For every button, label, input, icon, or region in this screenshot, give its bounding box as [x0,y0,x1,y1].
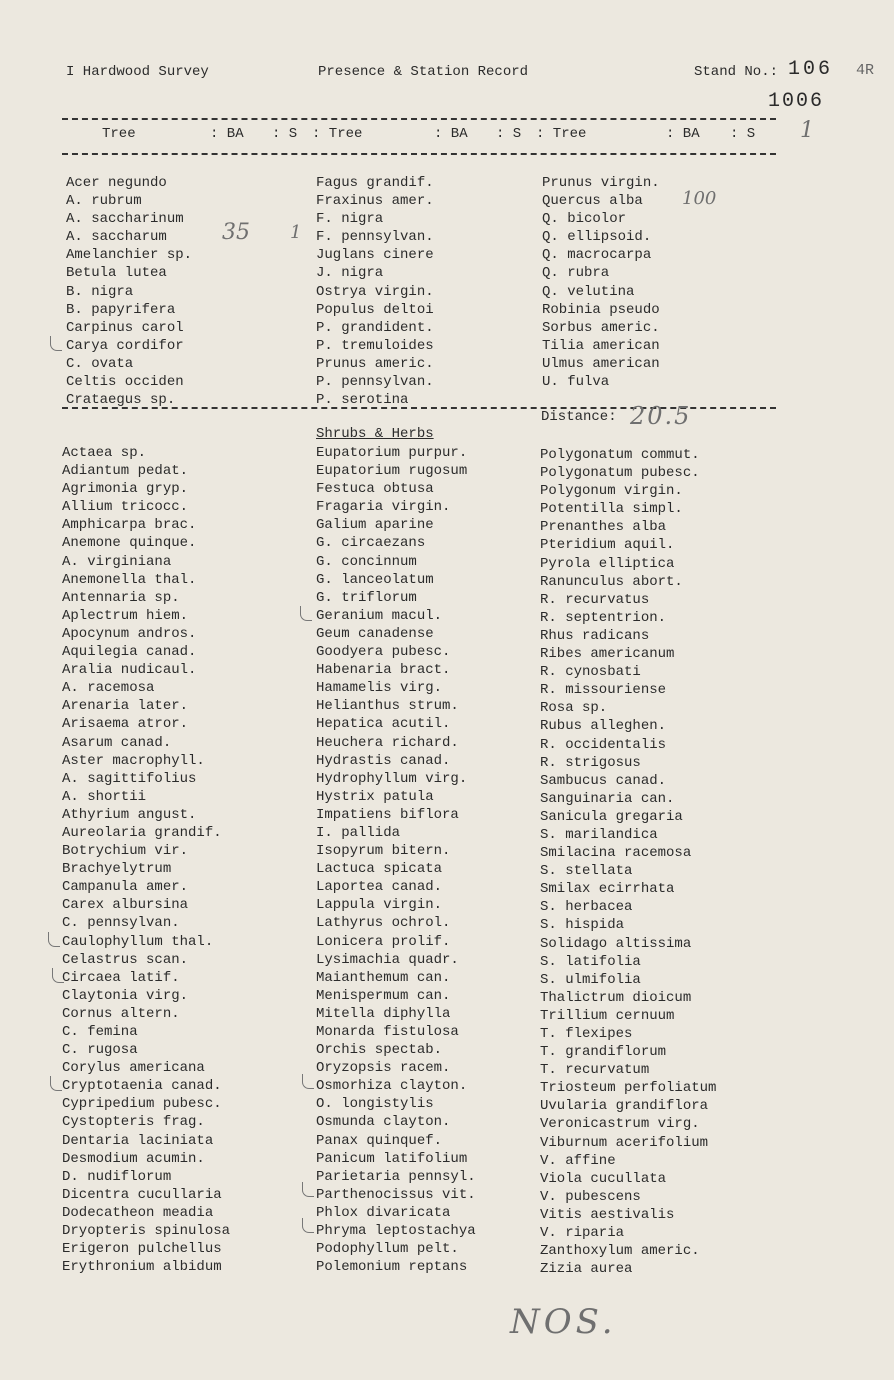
species-entry: G. triflorum [316,589,417,606]
species-entry: Veronicastrum virg. [540,1116,700,1133]
species-entry: Celtis occiden [66,374,184,391]
form-subtitle: Presence & Station Record [318,64,529,80]
species-entry: Erythronium albidum [62,1259,222,1276]
species-entry: Sambucus canad. [540,772,667,789]
species-entry: Smilax ecirrhata [540,881,675,898]
species-entry: Geum canadense [316,625,434,642]
species-entry: Betula lutea [66,265,167,282]
species-entry: Orchis spectab. [316,1042,443,1059]
col-tree-1: Tree [102,126,136,142]
form-title: I Hardwood Survey [66,64,209,80]
species-entry: Q. macrocarpa [542,247,652,264]
col-ba-1: : BA [210,126,244,142]
species-entry: Triosteum perfoliatum [540,1080,717,1097]
species-entry: R. cynosbati [540,664,641,681]
species-entry: G. concinnum [316,553,417,570]
species-entry: A. sagittifolius [62,770,197,787]
species-entry: Dryopteris spinulosa [62,1223,231,1240]
check-mark-geranium [300,606,312,621]
species-entry: Amphicarpa brac. [62,517,197,534]
species-entry: Viburnum acerifolium [540,1134,709,1151]
species-entry: S. marilandica [540,826,658,843]
col-ba-2: : BA [434,126,468,142]
species-entry: Trillium cernuum [540,1007,675,1024]
species-entry: Uvularia grandiflora [540,1098,709,1115]
species-entry: Agrimonia gryp. [62,481,189,498]
species-entry: Arenaria later. [62,698,189,715]
species-entry: Panax quinquef. [316,1132,443,1149]
species-entry: C. rugosa [62,1042,138,1059]
species-entry: Hydrophyllum virg. [316,770,468,787]
shrub-list-1 [62,444,230,1276]
species-entry: U. fulva [542,374,610,391]
species-entry: Viola cucullata [540,1170,667,1187]
species-entry: Potentilla simpl. [540,501,683,518]
species-entry: Q. velutina [542,283,635,300]
species-entry: Laportea canad. [316,879,443,896]
species-entry: Festuca obtusa [316,481,434,498]
species-entry: Osmunda clayton. [316,1114,451,1131]
species-entry: Dentaria laciniata [62,1132,214,1149]
species-entry: Antennaria sp. [62,589,180,606]
species-entry: A. saccharinum [66,211,184,228]
shrub-list-3 [540,446,716,1278]
species-entry: G. circaezans [316,535,426,552]
check-mark-circaea [52,968,64,983]
species-entry: Zanthoxylum americ. [540,1243,700,1260]
species-entry: Ranunculus abort. [540,573,683,590]
species-entry: Dicentra cucullaria [62,1186,222,1203]
species-entry: B. papyrifera [66,301,176,318]
species-entry: Quercus alba [542,193,643,210]
species-entry: Polemonium reptans [316,1259,468,1276]
stand-number: 106 [788,58,834,81]
species-entry: J. nigra [316,265,384,282]
species-entry: Parthenocissus vit. [316,1186,476,1203]
species-entry: Habenaria bract. [316,662,451,679]
species-entry: C. femina [62,1024,138,1040]
species-entry: Aureolaria grandif. [62,824,222,841]
species-entry: Rosa sp. [540,700,608,717]
species-entry: Adiantum pedat. [62,463,189,480]
species-entry: F. pennsylvan. [316,229,434,246]
species-entry: Dodecatheon meadia [62,1204,214,1221]
species-entry: S. stellata [540,863,633,880]
species-entry: Mitella diphylla [316,1005,451,1022]
species-entry: Hystrix patula [316,788,434,805]
species-entry: Isopyrum bitern. [316,843,451,860]
species-entry: Carex albursina [62,897,189,914]
col-tree-2: : Tree [312,126,363,142]
col-s-1: : S [272,126,298,142]
species-entry: O. longistylis [316,1096,434,1113]
species-entry: B. nigra [66,283,134,300]
species-entry: Cypripedium pubesc. [62,1096,222,1113]
species-entry: Crataegus sp. [66,392,176,409]
species-entry: Oryzopsis racem. [316,1060,451,1077]
species-entry: Carya cordifor [66,337,184,354]
check-mark-cryptotaenia [50,1076,62,1091]
species-entry: Q. ellipsoid. [542,229,652,246]
species-entry: P. serotina [316,392,409,409]
col-tree-3: : Tree [536,126,587,142]
species-entry: Pteridium aquil. [540,537,675,554]
species-entry: Podophyllum pelt. [316,1241,459,1258]
species-entry: R. recurvatus [540,591,650,608]
species-entry: Arisaema atror. [62,716,189,733]
species-entry: Amelanchier sp. [66,247,193,264]
species-entry: Polygonatum pubesc. [540,465,700,482]
species-entry: Cystopteris frag. [62,1114,205,1131]
species-entry: C. pennsylvan. [62,915,180,932]
species-entry: Rubus alleghen. [540,718,667,735]
species-entry: Corylus americana [62,1060,205,1077]
tree-list-2 [316,174,434,409]
check-mark-osmorhiza [302,1074,314,1089]
species-entry: Ulmus american [542,355,660,372]
species-entry: Caulophyllum thal. [62,933,214,950]
species-entry: Actaea sp. [62,445,147,461]
species-entry: Campanula amer. [62,879,189,896]
stand-tick-mark: 1 [800,118,814,143]
species-entry: Q. rubra [542,265,610,282]
species-entry: Prunus americ. [316,355,434,372]
species-entry: Parietaria pennsyl. [316,1168,476,1185]
species-entry: I. pallida [316,824,401,841]
species-entry: V. affine [540,1152,616,1169]
species-entry: Polygonatum commut. [540,447,700,463]
species-entry: Lactuca spicata [316,861,443,878]
species-entry: Claytonia virg. [62,987,189,1004]
species-entry: P. pennsylvan. [316,374,434,391]
species-entry: Apocynum andros. [62,625,197,642]
species-entry: Cornus altern. [62,1005,180,1022]
species-entry: Goodyera pubesc. [316,644,451,661]
species-entry: Sanicula gregaria [540,808,683,825]
check-mark-carya [50,336,62,351]
species-entry: Anemone quinque. [62,535,197,552]
species-entry: Aralia nudicaul. [62,662,197,679]
species-entry: Lonicera prolif. [316,933,451,950]
check-mark-phryma [302,1218,314,1233]
species-entry: Brachyelytrum [62,861,172,878]
species-entry: Thalictrum dioicum [540,989,692,1006]
species-entry: Hamamelis virg. [316,680,443,697]
species-entry: Ribes americanum [540,646,675,663]
species-entry: Fagus grandif. [316,175,434,191]
species-entry: Aplectrum hiem. [62,607,189,624]
species-entry: Botrychium vir. [62,843,189,860]
species-entry: S. herbacea [540,899,633,916]
species-entry: R. occidentalis [540,736,667,753]
species-entry: P. tremuloides [316,337,434,354]
species-entry: Smilacina racemosa [540,845,692,862]
species-entry: Asarum canad. [62,734,172,751]
species-entry: Phlox divaricata [316,1204,451,1221]
species-entry: Athyrium angust. [62,806,197,823]
saccharum-s-entry: 1 [290,222,302,243]
species-entry: Sorbus americ. [542,319,660,336]
col-s-2: : S [496,126,522,142]
species-entry: Geranium macul. [316,607,443,624]
species-entry: Osmorhiza clayton. [316,1078,468,1095]
species-entry: Sanguinaria can. [540,790,675,807]
species-entry: Solidago altissima [540,935,692,952]
species-entry: Populus deltoi [316,301,434,318]
quercus-alba-ba-entry: 100 [682,188,717,209]
species-entry: Polygonum virgin. [540,483,683,500]
species-entry: Lathyrus ochrol. [316,915,451,932]
species-entry: T. flexipes [540,1026,633,1042]
species-entry: T. recurvatum [540,1062,650,1079]
col-ba-3: : BA [666,126,700,142]
species-entry: Carpinus carol [66,319,184,336]
species-entry: Circaea latif. [62,969,180,986]
species-entry: Robinia pseudo [542,301,660,318]
bottom-handwritten-note: NOS. [510,1302,617,1342]
species-entry: Eupatorium rugosum [316,463,468,480]
species-entry: F. nigra [316,211,384,228]
species-entry: Vitis aestivalis [540,1206,675,1223]
species-entry: Hepatica acutil. [316,716,451,733]
species-entry: C. ovata [66,355,134,372]
species-entry: Impatiens biflora [316,806,459,823]
species-entry: S. hispida [540,917,625,934]
divider-top [62,118,776,120]
species-entry: V. riparia [540,1225,625,1242]
species-entry: Allium tricocc. [62,499,189,516]
species-entry: Heuchera richard. [316,734,459,751]
species-entry: A. virginiana [62,553,172,570]
species-entry: R. missouriense [540,682,667,699]
distance-label: Distance: [541,409,617,425]
species-entry: Zizia aurea [540,1261,633,1278]
stand-label: Stand No.: [694,64,779,80]
species-entry: Juglans cinere [316,247,434,264]
species-entry: Monarda fistulosa [316,1024,459,1040]
species-entry: Cryptotaenia canad. [62,1078,222,1095]
species-entry: Fragaria virgin. [316,499,451,516]
species-entry: Erigeron pulchellus [62,1241,222,1258]
species-entry: Panicum latifolium [316,1150,468,1167]
stand-number-corner: 4R [856,62,875,79]
species-entry: Celastrus scan. [62,951,189,968]
species-entry: V. pubescens [540,1188,641,1205]
species-entry: S. latifolia [540,953,641,970]
species-entry: Q. bicolor [542,211,627,228]
species-entry: Galium aparine [316,517,434,534]
species-entry: Lysimachia quadr. [316,951,459,968]
distance-value: 20.5 [630,402,692,430]
tree-list-3 [542,174,660,391]
species-entry: Pyrola elliptica [540,555,675,572]
species-entry: A. racemosa [62,680,155,697]
column-header-row [62,126,776,154]
species-entry: P. grandident. [316,319,434,336]
species-entry: Hydrastis canad. [316,752,451,769]
species-entry: Phryma leptostachya [316,1223,476,1240]
species-entry: A. rubrum [66,193,142,210]
species-entry: Fraxinus amer. [316,193,434,210]
species-entry: Maianthemum can. [316,969,451,986]
species-entry: G. lanceolatum [316,571,434,588]
stand-number-second: 1006 [768,90,825,113]
species-entry: Rhus radicans [540,627,650,644]
species-entry: Aquilegia canad. [62,644,197,661]
species-entry: S. ulmifolia [540,971,641,988]
species-entry: Aster macrophyll. [62,752,205,769]
col-s-3: : S [730,126,756,142]
species-entry: Eupatorium purpur. [316,445,468,461]
species-entry: T. grandiflorum [540,1044,667,1061]
species-entry: Menispermum can. [316,987,451,1004]
species-entry: Ostrya virgin. [316,283,434,300]
species-entry: Tilia american [542,337,660,354]
species-entry: A. saccharum [66,229,167,246]
species-entry: Desmodium acumin. [62,1150,205,1167]
species-entry: R. septentrion. [540,609,667,626]
tree-list-1 [66,174,192,409]
species-entry: Prenanthes alba [540,519,667,536]
species-entry: Prunus virgin. [542,175,660,191]
shrubs-herbs-title: Shrubs & Herbs [316,426,434,442]
check-mark-caulophyllum [48,932,60,947]
species-entry: R. strigosus [540,754,641,771]
species-entry: Acer negundo [66,175,167,191]
divider-header [62,153,776,155]
species-entry: D. nudiflorum [62,1168,172,1185]
shrub-list-2 [316,444,476,1276]
saccharum-ba-entry: 35 [222,220,250,245]
species-entry: Lappula virgin. [316,897,443,914]
species-entry: A. shortii [62,788,147,805]
species-entry: Anemonella thal. [62,571,197,588]
check-mark-parthenocissus [302,1182,314,1197]
species-entry: Helianthus strum. [316,698,459,715]
